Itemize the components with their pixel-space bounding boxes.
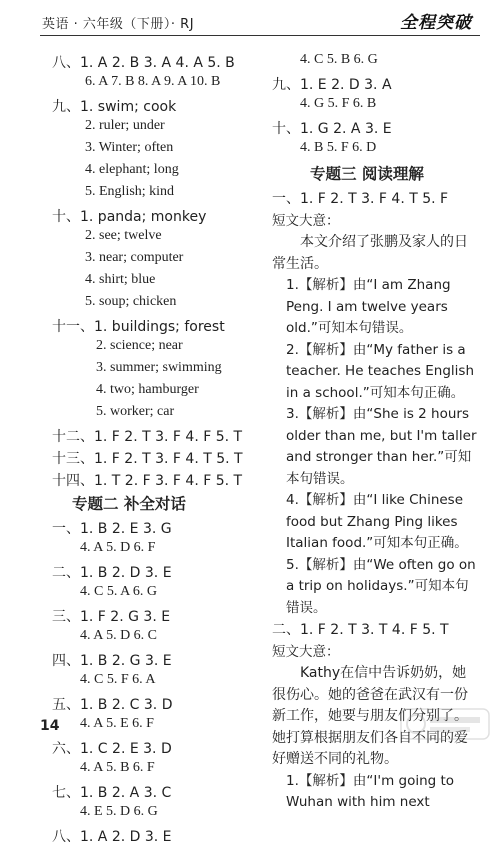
header-subject: 英语 · 六年级（下册）· RJ: [42, 17, 195, 32]
watermark-logo: [400, 708, 490, 740]
answer-line: 三、1. F 2. G 3. E: [52, 609, 171, 625]
answer-line: 4. A 5. B 6. F: [80, 760, 155, 775]
answer-line: 二、1. B 2. D 3. E: [52, 565, 172, 581]
explanation-item: 1.【解析】由“I'm going to Wuhan with him next: [286, 772, 455, 810]
section-title-topic3: 专题三 阅读理解: [310, 165, 424, 183]
answer-line: 四、1. B 2. G 3. E: [52, 653, 172, 669]
part1-explanations: [272, 275, 482, 619]
answer-line: 4. shirt; blue: [85, 272, 156, 287]
answer-line: 4. G 5. F 6. B: [300, 96, 377, 111]
answer-line: 4. C 5. B 6. G: [300, 52, 378, 67]
answer-line: 2. science; near: [96, 338, 183, 353]
answer-line: 5. English; kind: [85, 184, 175, 199]
answer-line: 2. see; twelve: [85, 228, 162, 243]
answer-line: 4. A 5. E 6. F: [80, 716, 154, 731]
answer-line: 十二、1. F 2. T 3. F 4. F 5. T: [52, 429, 243, 445]
part2-summary: Kathy在信中告诉奶奶，她很伤心。她的爸爸在武汉有一份新工作，她要与朋友们分别了。她打算根据朋友们各自不同的爱好赠送不同的礼物。: [272, 665, 468, 767]
answer-line: 4. A 5. D 6. F: [80, 540, 156, 555]
page-header: [0, 0, 500, 38]
answer-line: 4. C 5. A 6. G: [80, 584, 158, 599]
part1-summary: 本文介绍了张鹏及家人的日常生活。: [272, 234, 468, 272]
answer-line: 2. ruler; under: [85, 118, 165, 133]
explanation-item: 4.【解析】由“I like Chinese food but Zhang Ping likes Italian food.”可知本句正确。: [286, 492, 468, 551]
answer-line: 4. C 5. F 6. A: [80, 672, 156, 687]
part2-summary-label: 短文大意：: [272, 644, 340, 660]
answer-line: 五、1. B 2. C 3. D: [52, 697, 173, 713]
answer-line: 4. A 5. D 6. C: [80, 628, 158, 643]
brand-logo: 全程突破: [400, 13, 472, 33]
answer-line: 3. summer; swimming: [96, 360, 222, 375]
answer-line: 六、1. C 2. E 3. D: [52, 741, 172, 757]
part1-answers: 一、1. F 2. T 3. F 4. T 5. F: [272, 191, 449, 207]
answer-line: 4. two; hamburger: [96, 382, 199, 397]
answer-line: 5. worker; car: [96, 404, 175, 419]
answer-line: 九、1. swim; cook: [52, 99, 177, 115]
answer-line: 八、1. A 2. D 3. E: [52, 829, 172, 845]
answer-line: 十一、1. buildings; forest: [52, 319, 225, 335]
answer-line: 十三、1. F 2. T 3. F 4. T 5. T: [52, 451, 243, 467]
section-title-topic2: 专题二 补全对话: [72, 495, 186, 513]
answer-line: 十、1. panda; monkey: [52, 209, 207, 225]
answer-line: 3. Winter; often: [85, 140, 174, 155]
answer-block-topic2: [52, 518, 267, 848]
page-number: 14: [40, 718, 60, 734]
right-column: [272, 52, 482, 814]
answer-line: 九、1. E 2. D 3. A: [272, 77, 392, 93]
answer-line: 十四、1. T 2. F 3. F 4. F 5. T: [52, 473, 243, 489]
explanation-item: 3.【解析】由“She is 2 hours older than me, but I'm taller and stronger than her.”可知本句错误。: [286, 406, 477, 487]
answer-block-topic2-cont: [272, 52, 482, 162]
answer-line: 3. near; computer: [85, 250, 184, 265]
explanation-item: 2.【解析】由“My father is a teacher. He teaches English in a school.”可知本句正确。: [286, 341, 475, 401]
answer-line: 一、1. B 2. E 3. G: [52, 521, 172, 537]
part2-explanations: [272, 771, 482, 814]
left-column: [52, 52, 267, 848]
answer-line: 八、1. A 2. B 3. A 4. A 5. B: [52, 55, 235, 71]
answer-line: 十、1. G 2. A 3. E: [272, 121, 392, 137]
part2-answers: 二、1. F 2. T 3. T 4. F 5. T: [272, 622, 449, 638]
explanation-item: 5.【解析】由“We often go on a trip on holidays.”可知本句错误。: [286, 556, 476, 616]
answer-line: 4. elephant; long: [85, 162, 179, 177]
answer-line: 6. A 7. B 8. A 9. A 10. B: [85, 74, 221, 89]
answer-line: 七、1. B 2. A 3. C: [52, 785, 172, 801]
part1-summary-label: 短文大意：: [272, 213, 340, 229]
answer-line: 5. soup; chicken: [85, 294, 177, 309]
explanation-item: 1.【解析】由“I am Zhang Peng. I am twelve years old.”可知本句错误。: [286, 277, 451, 336]
header-rule: [40, 35, 480, 36]
answer-line: 4. B 5. F 6. D: [300, 140, 377, 155]
answer-block-topic1: [52, 52, 267, 492]
answer-line: 4. E 5. D 6. G: [80, 804, 158, 819]
